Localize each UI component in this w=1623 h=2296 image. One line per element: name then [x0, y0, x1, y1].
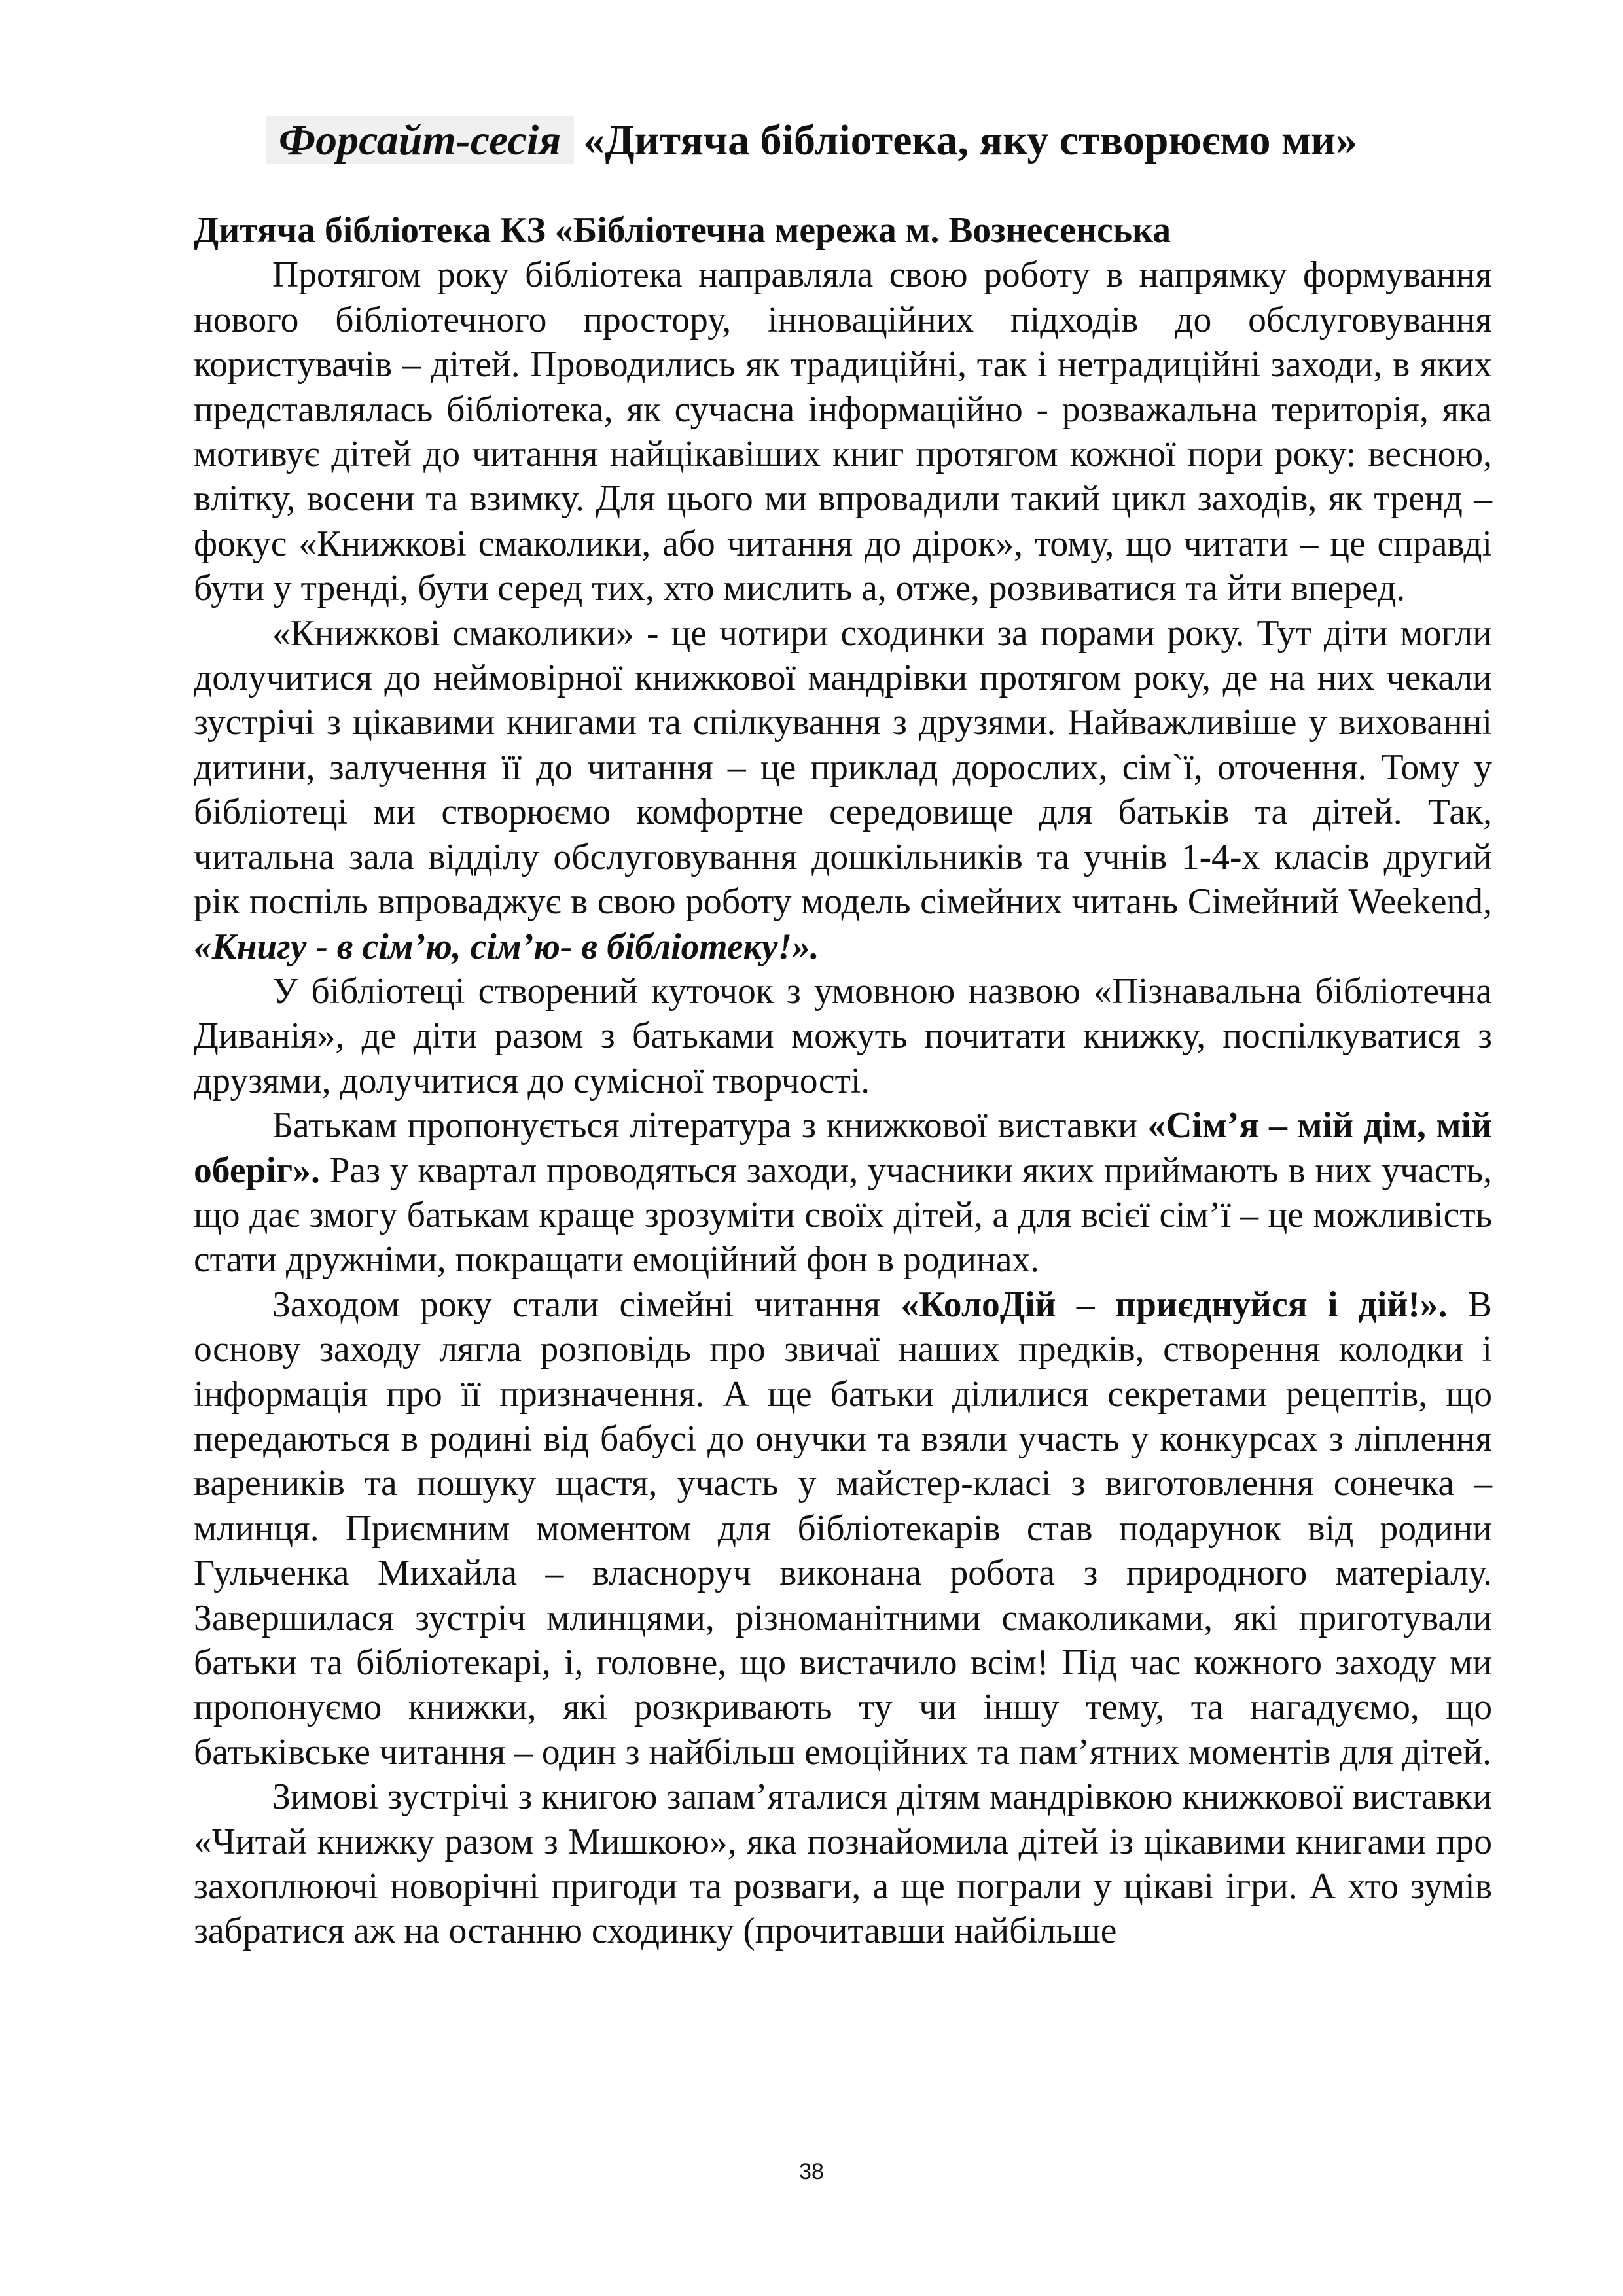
paragraph-2-emphasis: «Книгу - в сім’ю, сім’ю- в бібліотеку!». [194, 926, 819, 967]
paragraph-6-text: Зимові зустрічі з книгою запам’яталися дітям мандрівкою книжкової виставки «Читай книжку разом з Мишкою», яка познайомила дітей із цікавими книгами про захоплюючі новорічні пригоди та розваги, а ще пограли у цікаві ігри. А хто зумів забратися аж на останню сходинку (прочитавши найбільше [194, 1776, 1492, 1952]
paragraph-4 [194, 1103, 1492, 1282]
paragraph-5-emphasis: «КолоДій – приєднуйся і дій!». [901, 1284, 1448, 1325]
paragraph-4-text-before: Батькам пропонується література з книжкової виставки [272, 1105, 1137, 1146]
page-title [0, 111, 1623, 170]
paragraph-5-text-after: В основу заходу лягла розповідь про звичаї наших предків, створення колодки і інформація про її призначення. А ще батьки ділилися секретами рецептів, що передаються в родині від бабусі до онучки та взяли участь у конкурсах з ліплення вареників та пошуку щастя, участь у майстер-класі з виготовлення сонечка – млинця. Приємним моментом для бібліотекарів став подарунок від родини Гульченка Михайла – власноруч виконана робота з природного матеріалу. Завершилася зустріч млинцями, різноманітними смаколиками, які приготували батьки та бібліотекарі, і, головне, що вистачило всім! Під час кожного заходу ми пропонуємо книжки, які розкривають ту чи іншу тему, та нагадуємо, що батьківське читання – один з найбільш емоційних та пам’ятних моментів для дітей. [194, 1284, 1492, 1773]
paragraph-5-text-before: Заходом року стали сімейні читання [272, 1284, 881, 1325]
paragraph-4-emphasis: «Сім’я – мій дім, мій оберіг». [194, 1105, 1492, 1191]
paragraph-1 [194, 253, 1492, 610]
paragraph-3 [194, 969, 1492, 1103]
paragraph-6 [194, 1775, 1492, 1954]
paragraph-3-text: У бібліотеці створений куточок з умовною назвою «Пізнавальна бібліотечна Диванія», де діти разом з батьками можуть почитати книжку, поспілкуватися з друзями, долучитися до сумісної творчості. [194, 970, 1492, 1101]
title-main-part: «Дитяча бібліотека, яку створюємо ми» [583, 116, 1357, 164]
paragraph-2 [194, 611, 1492, 969]
paragraph-2-text: «Книжкові смаколики» - це чотири сходинки за порами року. Тут діти могли долучитися до неймовірної книжкової мандрівки протягом року, де на них чекали зустрічі з цікавими книгами та спілкування з друзями. Найважливіше у вихованні дитини, залучення її до читання – це приклад дорослих, сім`ї, оточення. Тому у бібліотеці ми створюємо комфортне середовище для батьків та дітей. Так, читальна зала відділу обслуговування дошкільників та учнів 1-4-х класів другий рік поспіль впроваджує в свою роботу модель сімейних читань Сімейний Weekend, [194, 612, 1492, 923]
section-subtitle: Дитяча бібліотека КЗ «Бібліотечна мережа м. Вознесенська [194, 210, 1171, 251]
title-italic-part: Форсайт-сесія [266, 116, 574, 164]
document-body [194, 208, 1492, 1954]
paragraph-5 [194, 1282, 1492, 1775]
paragraph-1-text: Протягом року бібліотека направляла свою роботу в напрямку формування нового бібліотечного простору, інноваційних підходів до обслуговування користувачів – дітей. Проводились як традиційні, так і нетрадиційні заходи, в яких представлялась бібліотека, як сучасна інформаційно - розважальна територія, яка мотивує дітей до читання найцікавіших книг протягом кожної пори року: весною, влітку, восени та взимку. Для цього ми впровадили такий цикл заходів, як тренд – фокус «Книжкові смаколики, або читання до дірок», тому, що читати – це справді бути у тренді, бути серед тих, хто мислить а, отже, розвиватися та йти вперед. [194, 255, 1492, 609]
page-number: 38 [799, 2159, 824, 2184]
paragraph-4-text-after: Раз у квартал проводяться заходи, учасники яких приймають в них участь, що дає змогу батькам краще зрозуміти своїх дітей, а для всієї сім’ї – це можливість стати дружніми, покращати емоційний фон в родинах. [194, 1150, 1492, 1280]
